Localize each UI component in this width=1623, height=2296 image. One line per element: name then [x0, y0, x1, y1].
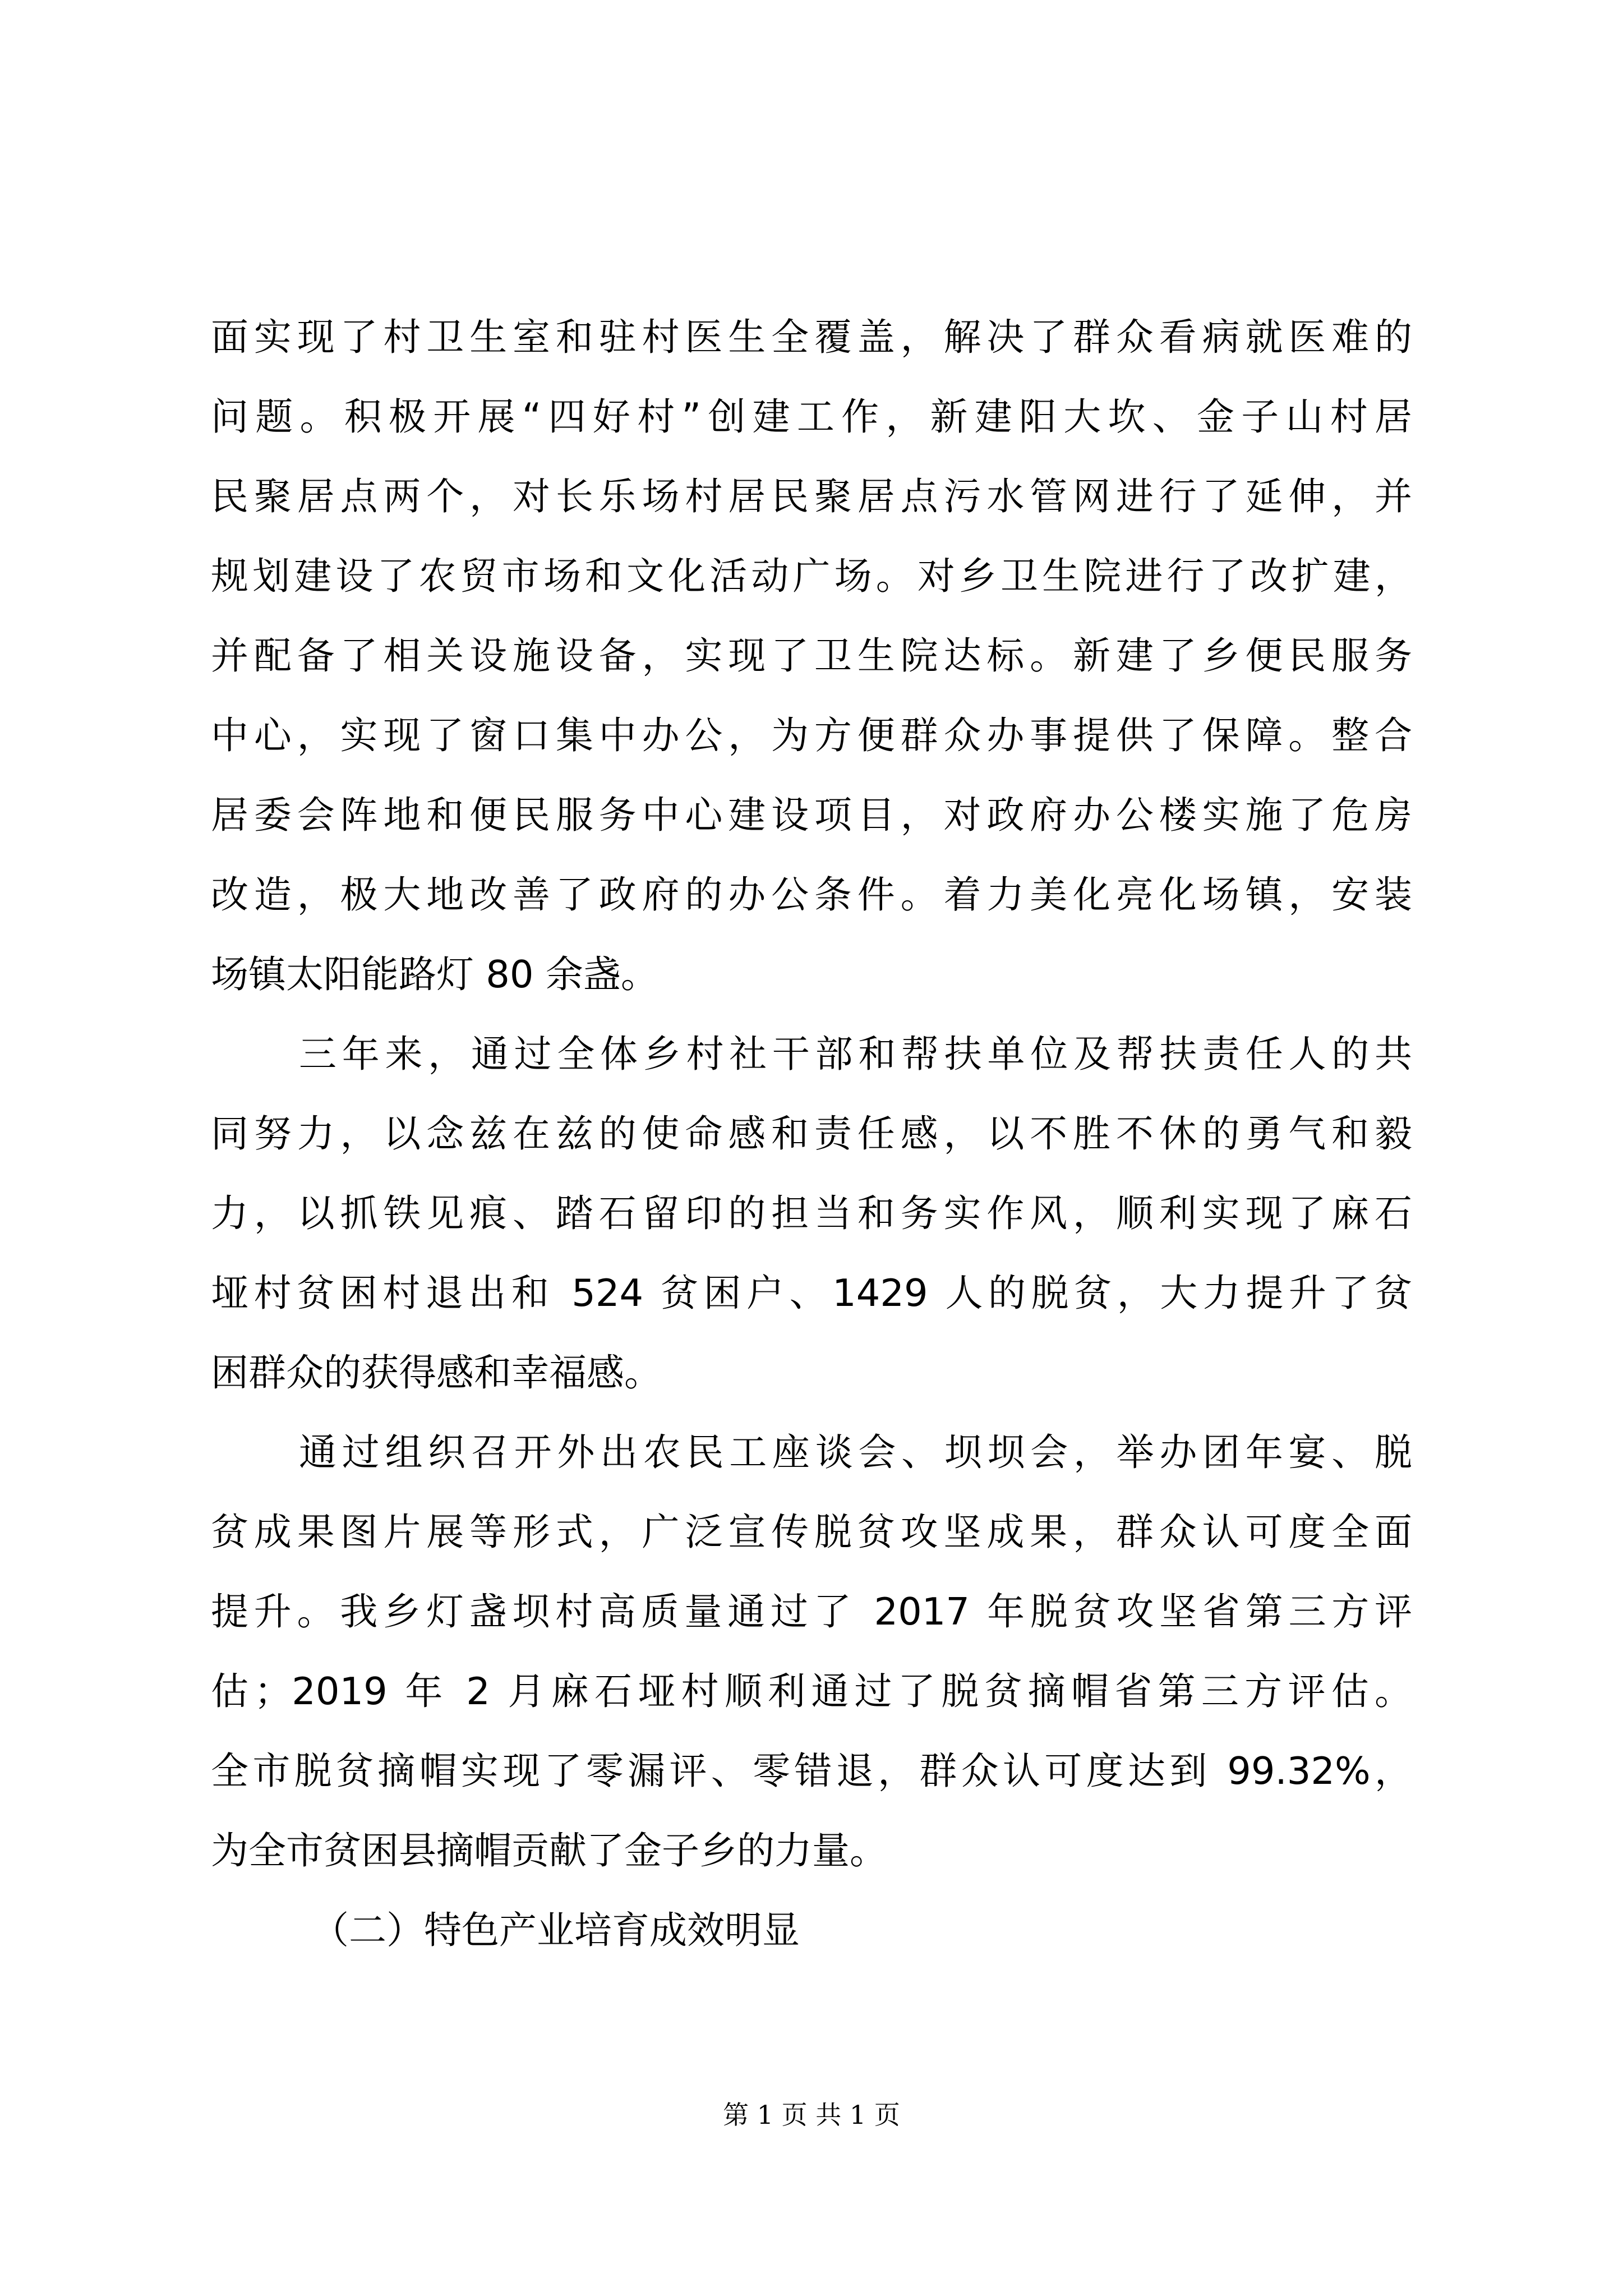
paragraph-1-line-8: 改造，极大地改善了政府的办公条件。着力美化亮化场镇，安装 — [211, 873, 1412, 917]
paragraph-3-line-4: 估；2019 年 2 月麻石垭村顺利通过了脱贫摘帽省第三方评估。 — [211, 1669, 1412, 1713]
paragraph-3-line-3: 提升。我乡灯盏坝村高质量通过了 2017 年脱贫攻坚省第三方评 — [211, 1590, 1412, 1634]
paragraph-1-line-2: 问题。积极开展“四好村”创建工作，新建阳大坎、金子山村居 — [211, 395, 1412, 439]
paragraph-1-line-1: 面实现了村卫生室和驻村医生全覆盖，解决了群众看病就医难的 — [211, 315, 1412, 359]
paragraph-1-line-3: 民聚居点两个，对长乐场村居民聚居点污水管网进行了延伸，并 — [211, 475, 1412, 518]
paragraph-3-line-6: 为全市贫困县摘帽贡献了金子乡的力量。 — [211, 1829, 887, 1872]
section-heading: （二）特色产业培育成效明显 — [311, 1908, 800, 1952]
paragraph-2-line-2: 同努力，以念兹在兹的使命感和责任感，以不胜不休的勇气和毅 — [211, 1112, 1412, 1156]
paragraph-3-line-2: 贫成果图片展等形式，广泛宣传脱贫攻坚成果，群众认可度全面 — [211, 1510, 1412, 1554]
paragraph-1-line-9: 场镇太阳能路灯 80 余盏。 — [211, 953, 658, 996]
paragraph-1-line-4: 规划建设了农贸市场和文化活动广场。对乡卫生院进行了改扩建， — [211, 554, 1412, 598]
paragraph-2-line-3: 力，以抓铁见痕、踏石留印的担当和务实作风，顺利实现了麻石 — [211, 1191, 1412, 1235]
paragraph-3-line-5: 全市脱贫摘帽实现了零漏评、零错退，群众认可度达到 99.32%， — [211, 1749, 1412, 1793]
paragraph-2-line-4: 垭村贫困村退出和 524 贫困户、1429 人的脱贫，大力提升了贫 — [211, 1271, 1412, 1315]
paragraph-3-line-1: 通过组织召开外出农民工座谈会、坝坝会，举办团年宴、脱 — [299, 1430, 1412, 1474]
paragraph-1-line-6: 中心，实现了窗口集中办公，为方便群众办事提供了保障。整合 — [211, 714, 1412, 757]
paragraph-1-line-7: 居委会阵地和便民服务中心建设项目，对政府办公楼实施了危房 — [211, 793, 1412, 837]
page-number-footer: 第 1 页 共 1 页 — [723, 2100, 900, 2130]
paragraph-2-line-1: 三年来，通过全体乡村社干部和帮扶单位及帮扶责任人的共 — [299, 1032, 1412, 1076]
paragraph-2-line-5: 困群众的获得感和幸福感。 — [211, 1351, 662, 1395]
paragraph-1-line-5: 并配备了相关设施设备，实现了卫生院达标。新建了乡便民服务 — [211, 634, 1412, 678]
